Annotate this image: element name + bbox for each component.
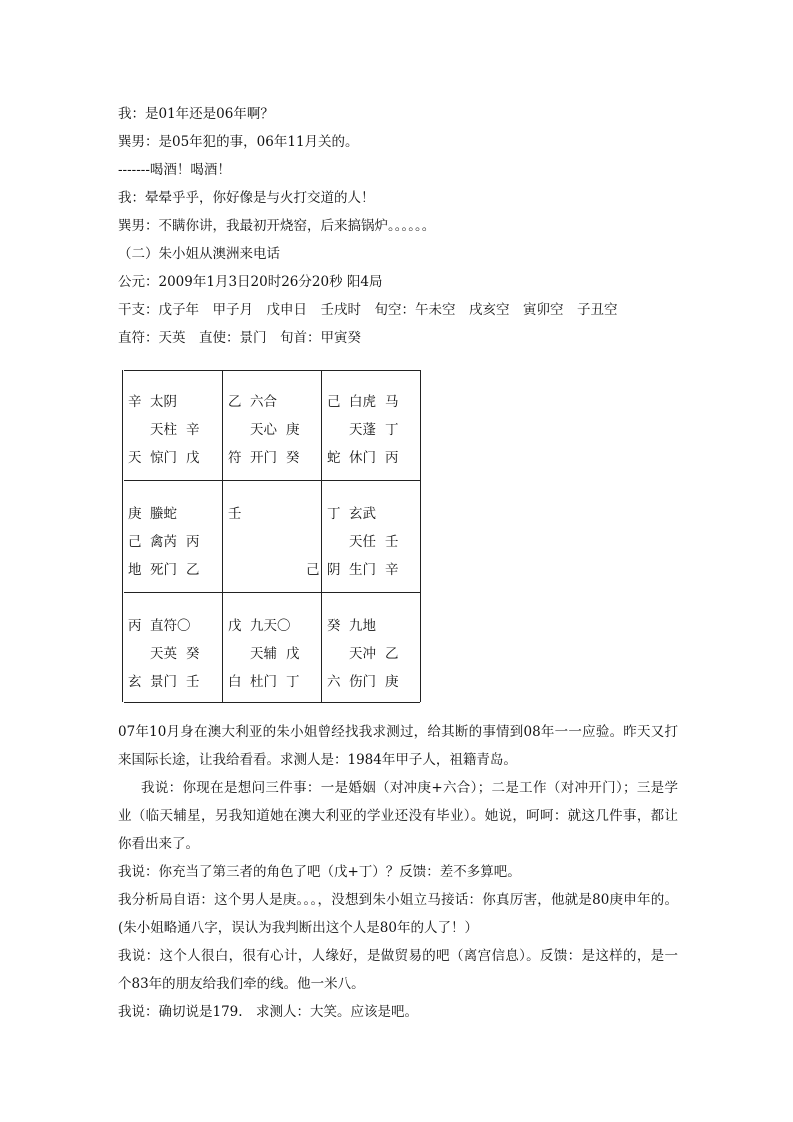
palace-glyph: 地 (128, 562, 142, 578)
palace-glyph: 杜门 (250, 674, 277, 690)
palace-glyph: 休门 (349, 450, 376, 466)
palace-glyph: 六 (327, 674, 341, 690)
palace-glyph: 禽芮 (150, 534, 177, 550)
palace-glyph: 白 (228, 674, 242, 690)
palace-glyph: 太阴 (150, 394, 177, 410)
body-paragraph: 我说：你现在是想问三件事：一是婚姻（对冲庚+六合）；二是工作（对冲开门）；三是学业（临天辅星，另我知道她在澳大利亚的学业还没有毕业）。她说，呵呵：就这几件事，都让你看出来了。 (118, 780, 678, 852)
palace-glyph: 天英 (150, 646, 177, 662)
palace-row (224, 644, 320, 664)
palace-glyph: 丙 (385, 450, 399, 466)
palace-glyph: 癸 (186, 646, 200, 662)
palace-glyph: 己 (306, 562, 320, 578)
palace-glyph: 丁 (286, 674, 300, 690)
palace-cell (224, 374, 320, 486)
palace-row (323, 448, 419, 468)
section-heading: （二）朱小姐从澳洲来电话 (118, 246, 280, 262)
palace-row (323, 616, 419, 636)
palace-glyph: 己 (128, 534, 142, 550)
palace-row (224, 560, 320, 580)
palace-row (323, 672, 419, 692)
palace-glyph: 庚 (128, 506, 142, 522)
palace-glyph: 天心 (250, 422, 277, 438)
palace-glyph: 天辅 (250, 646, 277, 662)
body-paragraph: 我说：你充当了第三者的角色了吧（戊+丁）？反馈：差不多算吧。 (118, 864, 521, 880)
palace-glyph: 天冲 (349, 646, 376, 662)
palace-glyph: 天蓬 (349, 422, 376, 438)
palace-glyph: 惊门 (150, 450, 177, 466)
palace-row (224, 392, 320, 412)
palace-row (124, 420, 220, 440)
palace-glyph: 白虎 (349, 394, 376, 410)
palace-glyph: 乙 (228, 394, 242, 410)
palace-glyph: 庚 (286, 422, 300, 438)
palace-row (224, 504, 320, 524)
palace-row (224, 420, 320, 440)
ganzhi-line: 干支：戊子年 甲子月 戊申日 壬戌时 旬空：午未空 戌亥空 寅卯空 子丑空 (118, 302, 618, 318)
palace-row (124, 672, 220, 692)
palace-glyph: 九地 (349, 618, 376, 634)
palace-cell (323, 486, 419, 598)
palace-glyph: 壬 (186, 674, 200, 690)
palace-row (124, 532, 220, 552)
palace-cell (124, 598, 220, 710)
dialogue-line: 巽男：不瞒你讲，我最初开烧窑，后来搞锅炉。。。。。。 (118, 218, 436, 234)
zhifu-line: 直符：天英 直使：景门 旬首：甲寅癸 (118, 330, 361, 346)
palace-row (224, 448, 320, 468)
palace-glyph: 戊 (286, 646, 300, 662)
palace-glyph: 六合 (250, 394, 277, 410)
palace-glyph: 螣蛇 (150, 506, 177, 522)
dialogue-line: 巽男：是05年犯的事，06年11月关的。 (118, 134, 359, 150)
palace-glyph: 玄武 (349, 506, 376, 522)
palace-glyph: 天任 (349, 534, 376, 550)
palace-glyph: 丁 (385, 422, 399, 438)
palace-glyph: 伤门 (349, 674, 376, 690)
grid-line (222, 370, 223, 702)
palace-glyph: 马 (385, 394, 399, 410)
palace-row (124, 644, 220, 664)
palace-glyph: 乙 (186, 562, 200, 578)
palace-glyph: 景门 (150, 674, 177, 690)
body-paragraph: 07年10月身在澳大利亚的朱小姐曾经找我求测过，给其断的事情到08年一一应验。昨天又打来国际长途，让我给看看。求测人是：1984年甲子人，祖籍青岛。 (118, 724, 678, 768)
palace-row (124, 616, 220, 636)
palace-glyph: 直符〇 (150, 618, 191, 634)
palace-row (124, 392, 220, 412)
palace-cell (224, 486, 320, 598)
dialogue-line: 我：是01年还是06年啊？ (118, 106, 274, 122)
palace-row (323, 560, 419, 580)
palace-glyph: 癸 (286, 450, 300, 466)
palace-row (323, 420, 419, 440)
palace-glyph: 戊 (228, 618, 242, 634)
palace-row (224, 532, 320, 552)
palace-cell (124, 374, 220, 486)
date-line: 公元：2009年1月3日20时26分20秒 阳4局 (118, 274, 383, 290)
palace-glyph: 戊 (186, 450, 200, 466)
qimen-chart (118, 368, 424, 704)
palace-glyph: 乙 (385, 646, 399, 662)
palace-glyph: 符 (228, 450, 242, 466)
palace-glyph: 辛 (385, 562, 399, 578)
palace-glyph: 己 (327, 394, 341, 410)
palace-glyph: 阴 (327, 562, 341, 578)
palace-row (124, 504, 220, 524)
palace-row (224, 672, 320, 692)
palace-glyph: 庚 (385, 674, 399, 690)
palace-cell (323, 374, 419, 486)
body-paragraph: 我分析局自语：这个男人是庚。。。，没想到朱小姐立马接话：你真厉害，他就是80庚申年的。(朱小姐略通八字，误认为我判断出这个人是80年的人了！） (118, 892, 678, 936)
palace-row (323, 504, 419, 524)
palace-glyph: 玄 (128, 674, 142, 690)
palace-row (224, 616, 320, 636)
dialogue-line: -------喝酒！喝酒！ (118, 162, 231, 178)
palace-cell (124, 486, 220, 598)
palace-glyph: 丁 (327, 506, 341, 522)
body-paragraph: 我说：这个人很白，很有心计，人缘好，是做贸易的吧（离宫信息）。反馈：是这样的，是一个83年的朋友给我们牵的线。他一米八。 (118, 948, 678, 992)
palace-cell (224, 598, 320, 710)
grid-line (124, 370, 420, 371)
palace-glyph: 开门 (250, 450, 277, 466)
palace-glyph: 丙 (186, 534, 200, 550)
palace-row (323, 644, 419, 664)
grid-line (420, 370, 421, 702)
grid-line (321, 370, 322, 702)
palace-glyph: 辛 (128, 394, 142, 410)
body-paragraph: 我说：确切说是179. 求测人：大笑。应该是吧。 (118, 1004, 419, 1020)
palace-glyph: 壬 (385, 534, 399, 550)
palace-row (323, 532, 419, 552)
palace-row (124, 560, 220, 580)
dialogue-line: 我：晕晕乎乎，你好像是与火打交道的人！ (118, 190, 375, 206)
palace-glyph: 天柱 (150, 422, 177, 438)
palace-glyph: 癸 (327, 618, 341, 634)
palace-glyph: 九天〇 (250, 618, 291, 634)
palace-glyph: 壬 (228, 506, 242, 522)
palace-glyph: 天 (128, 450, 142, 466)
palace-row (124, 448, 220, 468)
palace-glyph: 丙 (128, 618, 142, 634)
palace-row (323, 392, 419, 412)
palace-cell (323, 598, 419, 710)
palace-glyph: 生门 (349, 562, 376, 578)
palace-glyph: 蛇 (327, 450, 341, 466)
palace-glyph: 死门 (150, 562, 177, 578)
grid-line (122, 370, 123, 702)
palace-glyph: 辛 (186, 422, 200, 438)
